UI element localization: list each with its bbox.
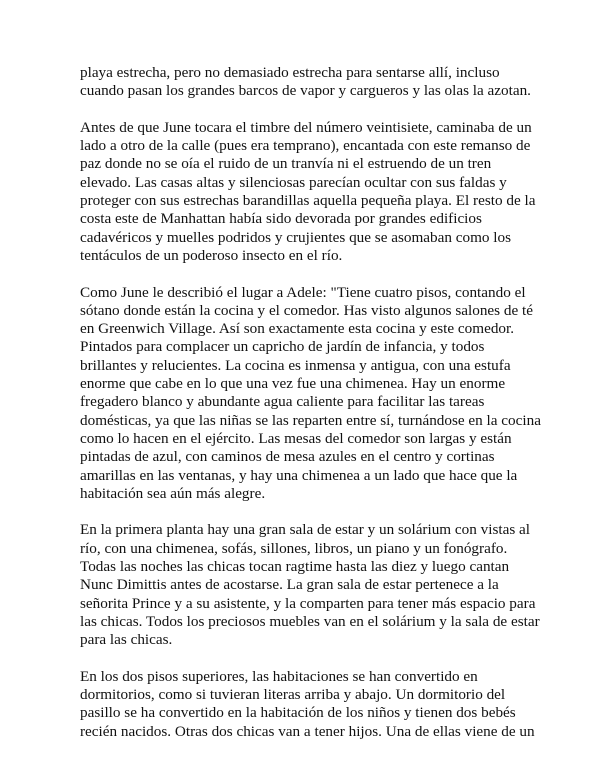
text-line: recién nacidos. Otras dos chicas van a tener hijos. Una de ellas viene de un — [80, 722, 535, 740]
text-line: playa estrecha, pero no demasiado estrecha para sentarse allí, incluso — [80, 64, 500, 81]
text-line: las chicas. Todos los preciosos muebles van en el solárium y la sala de estar — [80, 612, 540, 630]
text-line: cadavéricos y muelles podridos y crujientes que se asomaban como los — [80, 228, 512, 246]
text-line: cuando pasan los grandes barcos de vapor y cargueros y las olas la azotan. — [80, 82, 531, 100]
text-line: Antes de que June tocara el timbre del número veintisiete, caminaba de un — [80, 118, 532, 136]
text-line: Pintados para complacer un capricho de jardín de infancia, y todos — [80, 338, 485, 356]
text-line: costa este de Manhattan había sido devorada por grandes edificios — [80, 210, 482, 228]
paragraph-5 — [80, 667, 535, 741]
text-line: paz donde no se oía el ruido de un tranvía ni el estruendo de un tren — [80, 155, 492, 173]
text-line: habitación sea aún más alegre. — [80, 484, 266, 502]
text-line: domésticas, ya que las niñas se las reparten entre sí, turnándose en la cocina — [80, 411, 541, 429]
text-line: elevado. Las casas altas y silenciosas parecían ocultar con sus faldas y — [80, 173, 507, 191]
text-line: Todas las noches las chicas tocan ragtime hasta las diez y luego cantan — [80, 558, 510, 576]
text-line: amarillas en las ventanas, y hay una chimenea a un lado que hace que la — [80, 466, 518, 484]
paragraph-2 — [80, 118, 536, 265]
body-text — [80, 64, 541, 759]
paragraph-3 — [80, 283, 541, 504]
text-line: pintadas de azul, con caminos de mesa azules en el centro y cortinas — [80, 448, 495, 466]
text-line: proteger con sus estrechas barandillas aquella pequeña playa. El resto de la — [80, 192, 536, 210]
text-line: Como June le describió el lugar a Adele: "Tiene cuatro pisos, contando el — [80, 283, 526, 301]
text-line: como lo hacen en el ejército. Las mesas del comedor son largas y están — [80, 429, 512, 447]
text-line: brillantes y relucientes. La cocina es inmensa y antigua, con una estufa — [80, 356, 511, 374]
text-line: En la primera planta hay una gran sala de estar y un solárium con vistas al — [80, 521, 530, 539]
text-line: pasillo se ha convertido en la habitación de los niños y tienen dos bebés — [80, 704, 516, 722]
paragraph-4 — [80, 521, 540, 649]
text-line: tentáculos de un poderoso insecto en el río. — [80, 246, 343, 264]
text-line: enorme que cabe en lo que una vez fue una chimenea. Hay un enorme — [80, 375, 506, 393]
text-line: Nunc Dimittis antes de acostarse. La gran sala de estar pertenece a la — [80, 576, 499, 594]
text-line: para las chicas. — [80, 631, 173, 649]
text-line: señorita Prince y a su asistente, y la comparten para tener más espacio para — [80, 594, 536, 612]
text-line: En los dos pisos superiores, las habitaciones se han convertido en — [80, 667, 478, 685]
paragraph-1 — [80, 64, 532, 101]
text-line: en Greenwich Village. Así son exactamente esta cocina y este comedor. — [80, 320, 515, 338]
text-line: dormitorios, como si tuvieran literas arriba y abajo. Un dormitorio del — [80, 686, 506, 704]
text-line: lado a otro de la calle (pues era temprano), encantada con este remanso de — [80, 137, 531, 155]
text-line: río, con una chimenea, sofás, sillones, libros, un piano y un fonógrafo. — [80, 539, 508, 557]
text-line: fregadero blanco y abundante agua caliente para facilitar las tareas — [80, 393, 485, 411]
text-line: sótano donde están la cocina y el comedor. Has visto algunos salones de té — [80, 301, 533, 319]
